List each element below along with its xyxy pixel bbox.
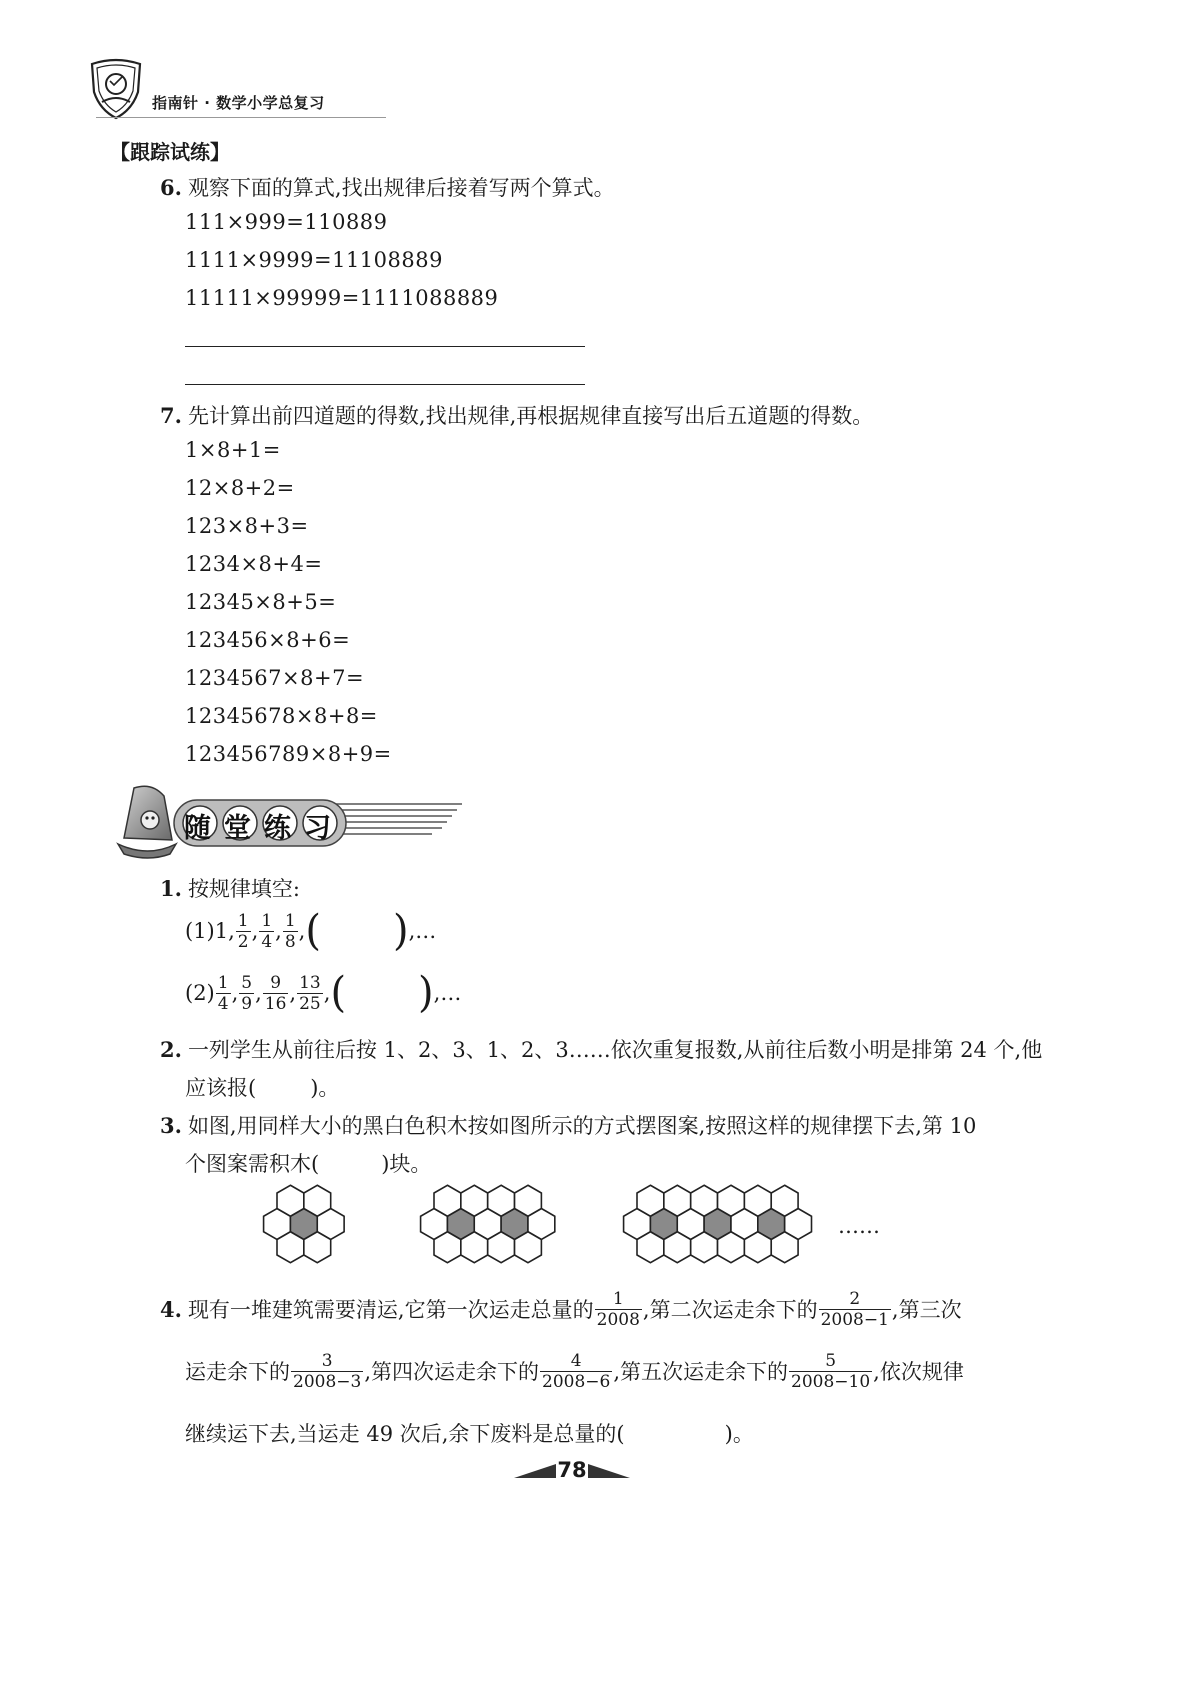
question-text: 如图,用同样大小的黑白色积木按如图所示的方式摆图案,按照这样的规律摆下去,第 10 xyxy=(187,1114,977,1138)
hex-block-white xyxy=(664,1232,691,1263)
fraction xyxy=(216,973,231,1014)
denominator: 2008−1 xyxy=(820,1309,889,1330)
question-number: 6. xyxy=(160,175,182,200)
numerator: 2 xyxy=(849,1288,861,1309)
question-number: 4. xyxy=(160,1296,182,1322)
numerator: 5 xyxy=(825,1350,837,1371)
question-number: 1. xyxy=(160,876,182,901)
denominator: 2008−3 xyxy=(293,1371,362,1392)
q6-line-1: 111×999=110889 xyxy=(185,210,388,234)
fraction xyxy=(283,911,298,952)
hex-block-white xyxy=(771,1232,798,1263)
q7-line-1: 1×8+1= xyxy=(185,438,281,462)
hex-block-white xyxy=(664,1185,691,1216)
hex-block-white xyxy=(277,1185,304,1216)
q7-line-4: 1234×8+4= xyxy=(185,552,323,576)
sub-label: (2) xyxy=(185,981,215,1005)
q6-line-2: 1111×9999=11108889 xyxy=(185,248,443,272)
practice-2-line-2 xyxy=(185,1072,339,1102)
question-text: 先计算出前四道题的得数,找出规律,再根据规律直接写出后五道题的得数。 xyxy=(187,404,874,428)
fraction xyxy=(236,911,251,952)
denominator: 2008−10 xyxy=(791,1371,871,1392)
numerator: 9 xyxy=(270,972,282,993)
text: ,依次规律 xyxy=(873,1360,964,1384)
answer-line-1[interactable] xyxy=(185,346,585,347)
page-number-footer xyxy=(510,1456,634,1488)
hex-block-white xyxy=(718,1185,745,1216)
answer-blank[interactable]: ( ) xyxy=(305,906,409,956)
sub-tail: ,… xyxy=(433,981,462,1005)
question-7 xyxy=(160,400,873,430)
question-text: 一列学生从前往后按 1、2、3、1、2、3……依次重复报数,从前往后数小明是排第 24 个,他 xyxy=(187,1038,1043,1062)
question-number: 2. xyxy=(160,1037,182,1062)
header-logo xyxy=(88,58,144,120)
practice-1-sub-1: (1) 1, $\frac{1}{2}$ , $\frac{1}{4}$ , $\frac{1}{8}$ , ( ) ,… xyxy=(185,906,437,956)
hex-block-white xyxy=(691,1185,718,1216)
fraction xyxy=(819,1289,891,1330)
fraction xyxy=(263,973,289,1014)
practice-2 xyxy=(160,1034,1042,1064)
q6-line-3: 11111×99999=1111088889 xyxy=(185,286,499,310)
hex-block-white xyxy=(744,1232,771,1263)
denominator: 4 xyxy=(261,931,273,952)
q7-line-8: 12345678×8+8= xyxy=(185,704,378,728)
denominator: 2008 xyxy=(596,1309,640,1330)
text: ,第五次运走余下的 xyxy=(613,1360,789,1384)
page-number: 78 xyxy=(557,1458,587,1482)
q7-line-6: 123456×8+6= xyxy=(185,628,351,652)
answer-blank[interactable]: ( ) xyxy=(330,968,434,1018)
numerator: 13 xyxy=(299,972,321,993)
numerator: 1 xyxy=(612,1288,624,1309)
q7-line-2: 12×8+2= xyxy=(185,476,295,500)
practice-3-line-2 xyxy=(185,1148,431,1178)
practice-4-line-3 xyxy=(185,1418,754,1448)
hex-block-white xyxy=(718,1232,745,1263)
practice-1-sub-2: (2) $\frac{1}{4}$ , $\frac{5}{9}$ , $\frac{9}{16}$ , $\frac{13}{25}$ , ( ) ,… xyxy=(185,968,462,1018)
hex-block-white xyxy=(488,1232,515,1263)
denominator: 8 xyxy=(284,931,296,952)
hex-block-white xyxy=(691,1232,718,1263)
hex-block-white xyxy=(637,1185,664,1216)
pattern-ellipsis: …… xyxy=(838,1214,880,1238)
hexagon-pattern-figure xyxy=(250,1180,890,1270)
question-number: 3. xyxy=(160,1113,182,1138)
text: ,第二次运走余下的 xyxy=(642,1298,818,1322)
sub-tail: ,… xyxy=(408,919,437,943)
text: )块。 xyxy=(381,1152,432,1176)
denominator: 9 xyxy=(241,993,253,1014)
practice-1 xyxy=(160,873,300,903)
practice-banner xyxy=(112,778,472,860)
practice-3 xyxy=(160,1110,976,1140)
header-title: 指南针 · 数学小学总复习 xyxy=(152,94,325,112)
sub-lead: 1, xyxy=(214,919,235,943)
denominator: 2 xyxy=(237,931,249,952)
section-label-follow: 【跟踪试练】 xyxy=(110,140,230,164)
fraction xyxy=(595,1289,642,1330)
hex-block-white xyxy=(434,1232,461,1263)
text: )。 xyxy=(310,1076,340,1100)
banner-title: 随堂练习 xyxy=(184,813,344,844)
q7-line-5: 12345×8+5= xyxy=(185,590,337,614)
practice-4 xyxy=(160,1284,962,1334)
hex-block-white xyxy=(744,1185,771,1216)
hex-block-white xyxy=(461,1185,488,1216)
numerator: 4 xyxy=(570,1350,582,1371)
fraction xyxy=(239,973,254,1014)
text: 个图案需积木( xyxy=(185,1152,320,1176)
q7-line-3: 123×8+3= xyxy=(185,514,309,538)
text: ,第四次运走余下的 xyxy=(364,1360,540,1384)
numerator: 1 xyxy=(237,910,249,931)
answer-line-2[interactable] xyxy=(185,384,585,385)
shield-logo-icon xyxy=(88,58,144,120)
hex-block-white xyxy=(277,1232,304,1263)
fraction xyxy=(789,1351,872,1392)
numerator: 3 xyxy=(321,1350,333,1371)
hex-block-white xyxy=(515,1232,542,1263)
fraction xyxy=(291,1351,363,1392)
text: 继续运下去,当运走 49 次后,余下废料是总量的( xyxy=(185,1422,625,1446)
denominator: 4 xyxy=(217,993,229,1014)
question-text: 观察下面的算式,找出规律后接着写两个算式。 xyxy=(187,176,615,200)
sub-label: (1) xyxy=(185,919,215,943)
numerator: 5 xyxy=(241,972,253,993)
hex-block-white xyxy=(434,1185,461,1216)
question-6 xyxy=(160,172,615,202)
numerator: 1 xyxy=(284,910,296,931)
question-text: 按规律填空: xyxy=(187,877,301,901)
hex-block-white xyxy=(637,1232,664,1263)
fraction xyxy=(297,973,323,1014)
text: 应该报( xyxy=(185,1076,257,1100)
denominator: 2008−6 xyxy=(542,1371,611,1392)
fraction xyxy=(540,1351,612,1392)
hex-block-white xyxy=(461,1232,488,1263)
hex-block-white xyxy=(488,1185,515,1216)
fraction xyxy=(259,911,274,952)
question-number: 7. xyxy=(160,403,182,428)
numerator: 1 xyxy=(261,910,273,931)
hex-block-white xyxy=(304,1185,331,1216)
text: 运走余下的 xyxy=(185,1360,290,1384)
q7-line-9: 123456789×8+9= xyxy=(185,742,392,766)
text: )。 xyxy=(724,1422,754,1446)
q7-line-7: 1234567×8+7= xyxy=(185,666,365,690)
denominator: 16 xyxy=(264,993,287,1014)
hex-block-white xyxy=(771,1185,798,1216)
hex-block-white xyxy=(515,1185,542,1216)
text: ,第三次 xyxy=(891,1298,962,1322)
numerator: 1 xyxy=(217,972,229,993)
hex-block-white xyxy=(304,1232,331,1263)
practice-4-line-2 xyxy=(185,1346,964,1396)
header-underline xyxy=(96,117,386,118)
denominator: 25 xyxy=(299,993,321,1014)
text: 现有一堆建筑需要清运,它第一次运走总量的 xyxy=(187,1298,594,1322)
